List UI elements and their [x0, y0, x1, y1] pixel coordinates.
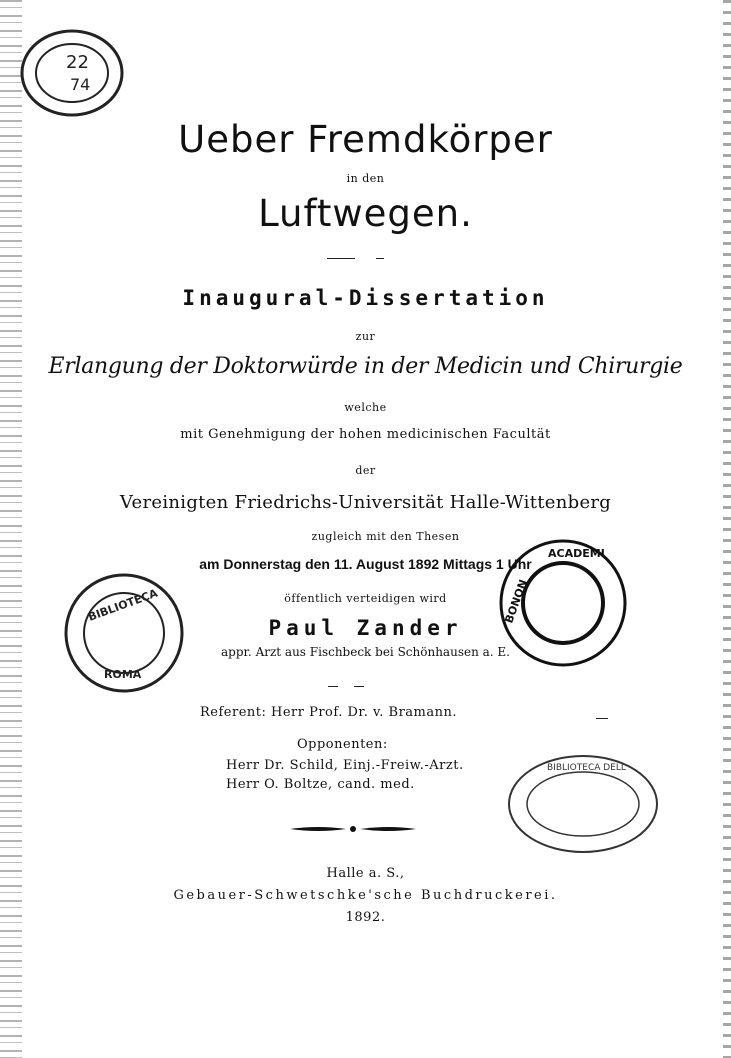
- library-stamp-bottom-right: [505, 752, 661, 856]
- svg-text:BONON: BONON: [502, 577, 531, 626]
- library-stamp-mid-left: [58, 572, 190, 694]
- svg-text:ACADEMI: ACADEMI: [548, 547, 605, 560]
- author-origin: appr. Arzt aus Fischbeck bei Schönhausen a. E.: [221, 645, 510, 659]
- zur-label: zur: [355, 330, 376, 343]
- ornament-rule: [288, 822, 418, 836]
- scan-mark: [596, 718, 608, 719]
- imprint-place: Halle a. S.,: [326, 866, 405, 881]
- faculty-approval: mit Genehmigung der hohen medicinischen Facultät: [180, 427, 551, 442]
- separator-rule: [354, 686, 364, 687]
- imprint-year: 1892.: [345, 910, 386, 925]
- imprint-printer: Gebauer-Schwetschke'sche Buchdruckerei.: [173, 888, 558, 903]
- separator-rule: [328, 686, 338, 687]
- degree-purpose: Erlangung der Doktorwürde in der Medicin und Chirurgie: [48, 354, 683, 379]
- library-stamp-top-left: [18, 28, 126, 118]
- svg-text:22: 22: [66, 52, 89, 73]
- opponent-2: Herr O. Boltze, cand. med.: [226, 777, 415, 792]
- library-stamp-mid-right: [490, 537, 636, 669]
- svg-text:ROMA: ROMA: [104, 668, 142, 681]
- svg-text:74: 74: [70, 75, 91, 94]
- opponent-1: Herr Dr. Schild, Einj.-Freiw.-Arzt.: [226, 758, 464, 773]
- referent-line: Referent: Herr Prof. Dr. v. Bramann.: [200, 705, 458, 720]
- svg-text:BIBLIOTECA: BIBLIOTECA: [86, 586, 160, 624]
- separator-rule: [376, 258, 384, 259]
- welche-label: welche: [344, 401, 387, 414]
- title-line-2: Luftwegen.: [258, 192, 473, 235]
- title-line-1: Ueber Fremdkörper: [178, 118, 553, 161]
- opponents-heading: Opponenten:: [297, 737, 388, 752]
- title-connector: in den: [346, 172, 385, 185]
- theses-note: zugleich mit den Thesen: [311, 530, 460, 543]
- defense-date: am Donnerstag den 11. August 1892 Mittags 1 Uhr: [199, 556, 532, 572]
- separator-rule: [327, 258, 355, 259]
- der-label: der: [355, 464, 376, 477]
- dissertation-heading: Inaugural-Dissertation: [182, 286, 549, 310]
- svg-text:BIBLIOTECA DELL: BIBLIOTECA DELL: [547, 763, 626, 773]
- university-name: Vereinigten Friedrichs-Universität Halle-Wittenberg: [119, 492, 612, 513]
- defense-note: öffentlich verteidigen wird: [284, 592, 447, 605]
- author-name: Paul Zander: [268, 616, 463, 640]
